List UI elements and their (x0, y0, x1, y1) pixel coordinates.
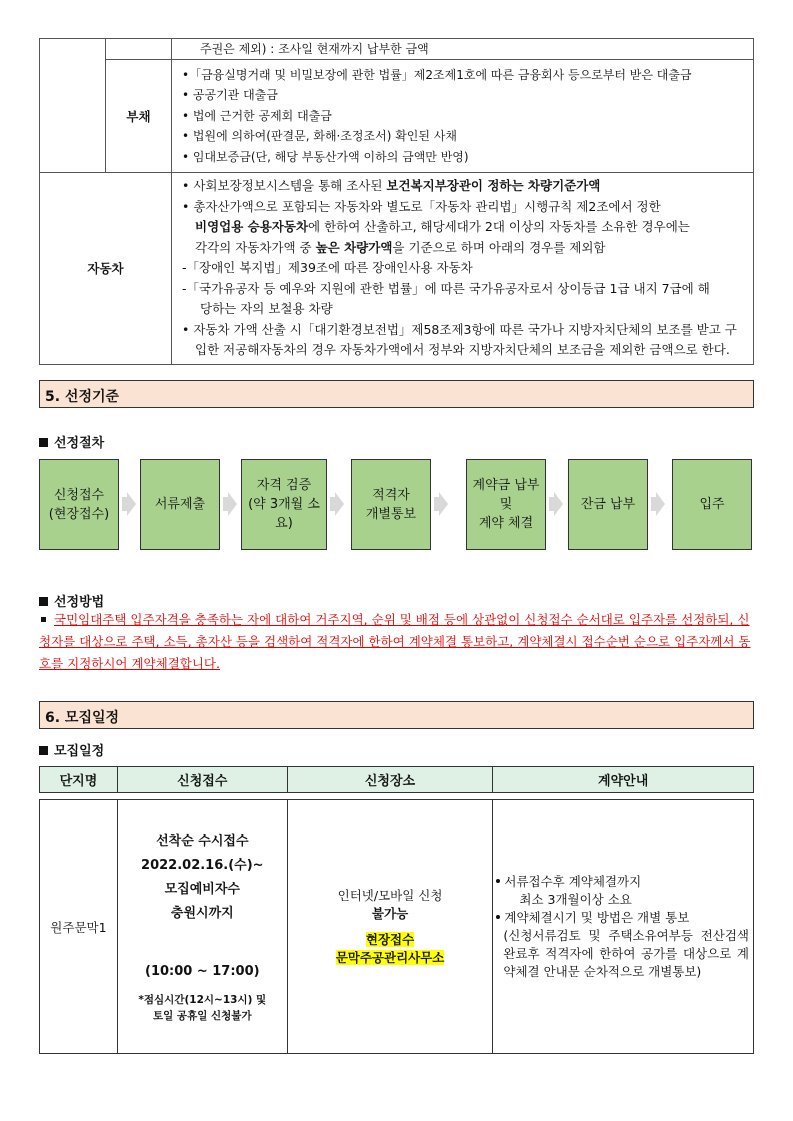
list-item: 각각의 자동차가액 중 높은 차량가액을 기준으로 하며 아래의 경우를 제외함 (195, 239, 606, 255)
process-step-label: 계약금 납부 (472, 478, 540, 493)
arrow-right-icon (554, 492, 563, 516)
arrow-right-icon (228, 492, 237, 516)
list-item: 당하는 자의 보철용 차량 (200, 301, 333, 316)
place-line: 불가능 (371, 905, 409, 921)
debt-label: 부채 (106, 60, 172, 173)
list-item: • 법에 근거한 공제회 대출금 (182, 108, 332, 123)
procedure-title: 선정절차 (39, 432, 104, 451)
process-step-label: 신청접수 (53, 487, 105, 503)
list-item: • 총자산가액으로 포함되는 자동차와 별도로「자동차 관리법」시행규칙 제2조에서 정한 (182, 198, 661, 214)
guide-item: (신청서류검토 및 주택소유여부등 전산검색완료후 적격자에 한하여 공가를 대상으로 계약체결 안내문 순차적으로 개별통보) (503, 927, 749, 979)
apply-time: (10:00 ~ 17:00) (145, 963, 260, 979)
list-item: 입한 저공해자동차의 경우 자동차가액에서 정부와 지방자치단체의 보조금을 제외한 금액으로 한다. (195, 342, 730, 357)
process-step-label: (약 3개월 소요) (248, 497, 320, 531)
process-step-label: 입주 (699, 497, 725, 512)
list-item: 비영업용 승용자동차에 한하여 산출하고, 해당세대가 2대 이상의 자동차를 소유한 경우에는 (195, 219, 690, 234)
complex-name: 원주문막1 (40, 800, 118, 1054)
place-cell (287, 800, 493, 1054)
car-items (172, 173, 754, 365)
place-line: 인터넷/모바일 신청 (337, 887, 443, 903)
bullet-dot-icon (496, 915, 500, 919)
section-5-header: 5. 선정기준 (39, 380, 754, 408)
list-item: • 사회보장정보시스템을 통해 조사된 보건복지부장관이 정하는 차량기준가액 (182, 178, 601, 193)
process-step (568, 459, 648, 550)
debt-items (172, 60, 754, 173)
schedule-title: 모집일정 (39, 740, 104, 759)
process-step (466, 459, 546, 550)
spacer (118, 984, 287, 992)
car-label: 자동차 (40, 173, 172, 365)
list-item: •「금융실명거래 및 비밀보장에 관한 법률」제2조제1호에 따른 금융회사 등으로부터 받은 대출금 (182, 67, 692, 82)
square-bullet-icon (39, 438, 48, 447)
list-item: • 자동차 가액 산출 시「대기환경보전법」제58조제3항에 따른 국가나 지방자치단체의 보조를 받고 구 (182, 321, 737, 337)
apply-line: 2022.02.16.(수)~ (141, 857, 264, 873)
bullet-dot-icon (496, 879, 500, 883)
place-line: 문막주공관리사무소 (335, 949, 445, 965)
process-step (351, 459, 431, 550)
square-bullet-icon (39, 746, 48, 755)
schedule-body-table (39, 799, 754, 1054)
list-item: • 법원에 의하여(판결문, 화해·조정조서) 확인된 사채 (182, 129, 457, 144)
spacer (118, 926, 287, 960)
apply-note: *점심시간(12시~13시) 및 (138, 993, 267, 1006)
process-step-label: 서류제출 (154, 497, 206, 512)
section-6-header: 6. 모집일정 (39, 701, 754, 729)
apply-line: 모집예비자수 (164, 881, 240, 897)
spacer (288, 923, 493, 931)
apply-note: 토일 공휴일 신청불가 (152, 1009, 252, 1022)
table-cell-empty (40, 39, 106, 60)
process-step (140, 459, 220, 550)
process-step-label: 잔금 납부 (580, 497, 636, 512)
process-step-label: 개별통보 (365, 506, 417, 522)
process-step (39, 459, 119, 550)
process-step-label: 자격 검증 (256, 478, 312, 493)
apply-line: 충원시까지 (170, 905, 234, 921)
arrow-right-icon (439, 492, 448, 516)
apply-line: 선착순 수시접수 (156, 833, 249, 849)
column-header: 계약안내 (493, 767, 754, 793)
process-step (241, 459, 327, 550)
schedule-header-table (39, 766, 754, 793)
list-item: -「장애인 복지법」제39조에 따른 장애인사용 자동차 (182, 260, 473, 275)
table-cell-empty (40, 60, 106, 173)
list-item: • 임대보증금(단, 해당 부동산가액 이하의 금액만 반영) (182, 149, 469, 164)
list-item: -「국가유공자 등 예우와 지원에 관한 법률」에 따른 국가유공자로서 상이등급 1급 내지 7급에 해 (182, 280, 710, 296)
arrow-right-icon (335, 492, 344, 516)
process-step (672, 459, 752, 550)
process-step-label: 및 (499, 497, 513, 512)
place-line: 현장접수 (365, 931, 415, 947)
guide-item: 서류접수후 계약체결까지 (499, 873, 749, 891)
process-step-label: 적격자 (372, 487, 410, 503)
arrow-right-icon (127, 492, 136, 516)
guide-item: 최소 3개월이상 소요 (519, 891, 632, 907)
apply-cell (117, 800, 287, 1054)
asset-criteria-table (39, 38, 754, 365)
process-step-label: (현장접수) (48, 506, 110, 522)
column-header: 신청접수 (117, 767, 287, 793)
method-title: 선정방법 (39, 591, 104, 610)
guide-cell (493, 800, 754, 1054)
square-bullet-icon (39, 597, 48, 606)
table-cell-empty (106, 39, 172, 60)
table-row-continuation: 주권은 제외) : 조사일 현재까지 납부한 금액 (172, 39, 754, 60)
list-item: • 공공기관 대출금 (182, 88, 278, 103)
guide-item: 계약체결시기 및 방법은 개별 통보 (499, 909, 749, 927)
column-header: 단지명 (40, 767, 118, 793)
column-header: 신청장소 (287, 767, 493, 793)
arrow-right-icon (656, 492, 665, 516)
process-step-label: 계약 체결 (478, 516, 534, 531)
method-paragraph: 국민임대주택 입주자격을 충족하는 자에 대하여 거주지역, 순위 및 배점 등에 상관없이 신청접수 순서대로 입주자를 선정하되, 신청자를 대상으로 주택, 소득, 총자산 등을 검색하여 적격자에 한하여 계약체결 통보하고, 계약체결시 접수순번 순으로 입주자께서 동호를 지정하시어 계약체결합니다. (39, 612, 751, 671)
square-bullet-icon (41, 617, 46, 622)
